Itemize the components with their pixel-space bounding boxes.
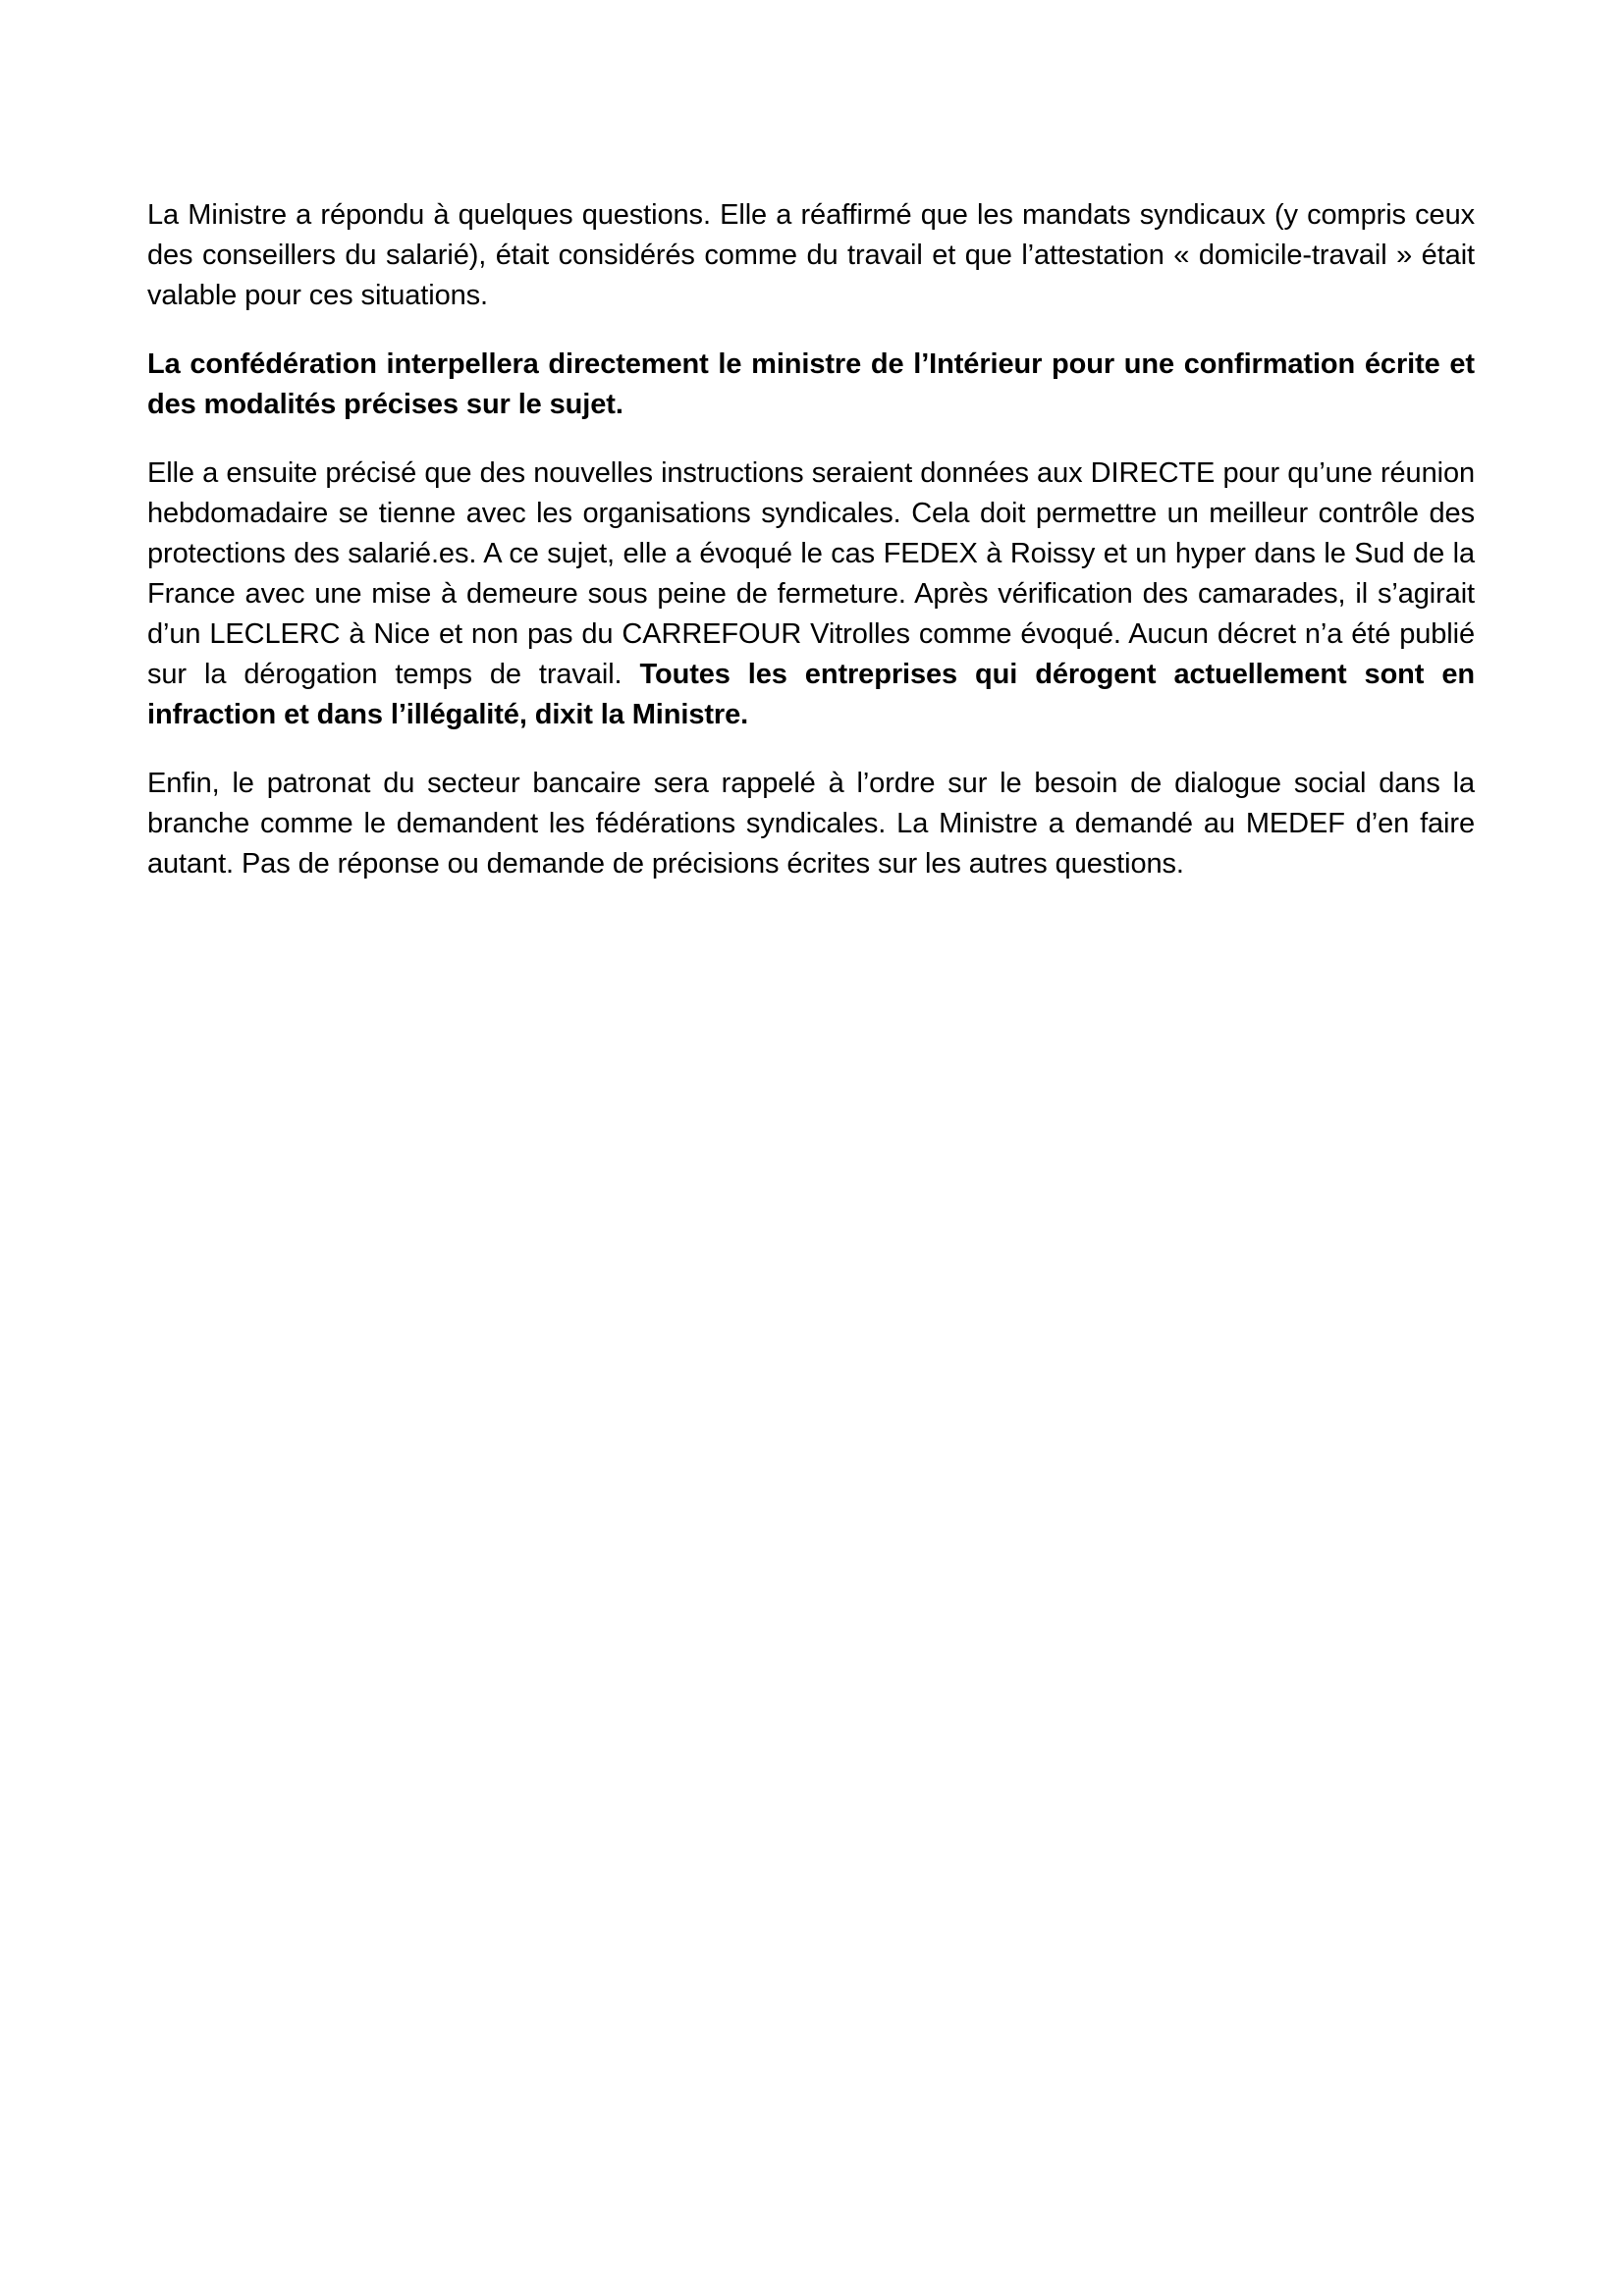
bold-text-run: Toutes les entreprises qui dérogent actuellement sont en infraction et dans l’illégalité, dixit la Ministre. xyxy=(147,659,1475,730)
paragraph-1 xyxy=(147,195,1475,316)
paragraph-4 xyxy=(147,764,1475,884)
paragraph-2 xyxy=(147,345,1475,425)
text-run: La Ministre a répondu à quelques questions. Elle a réaffirmé que les mandats syndicaux (y compris ceux des conseillers du salarié), était considérés comme du travail et que l’attestation « domicile-travail » était valable pour ces situations. xyxy=(147,199,1475,311)
document-body xyxy=(147,195,1475,913)
paragraph-3 xyxy=(147,454,1475,735)
text-run: Enfin, le patronat du secteur bancaire sera rappelé à l’ordre sur le besoin de dialogue social dans la branche comme le demandent les fédérations syndicales. La Ministre a demandé au MEDEF d’en faire autant. Pas de réponse ou demande de précisions écrites sur les autres questions. xyxy=(147,768,1475,880)
text-run: Elle a ensuite précisé que des nouvelles instructions seraient données aux DIRECTE pour qu’une réunion hebdomadaire se tienne avec les organisations syndicales. Cela doit permettre un meilleur contrôle des protections des salarié.es. A ce sujet, elle a évoqué le cas FEDEX à Roissy et un hyper dans le Sud de la France avec une mise à demeure sous peine de fermeture. Après vérification des camarades, il s’agirait d’un LECLERC à Nice et non pas du CARREFOUR Vitrolles comme évoqué. Aucun décret n’a été publié sur la dérogation temps de travail. xyxy=(147,457,1475,690)
bold-text-run: La confédération interpellera directement le ministre de l’Intérieur pour une confirmation écrite et des modalités précises sur le sujet. xyxy=(147,348,1475,420)
